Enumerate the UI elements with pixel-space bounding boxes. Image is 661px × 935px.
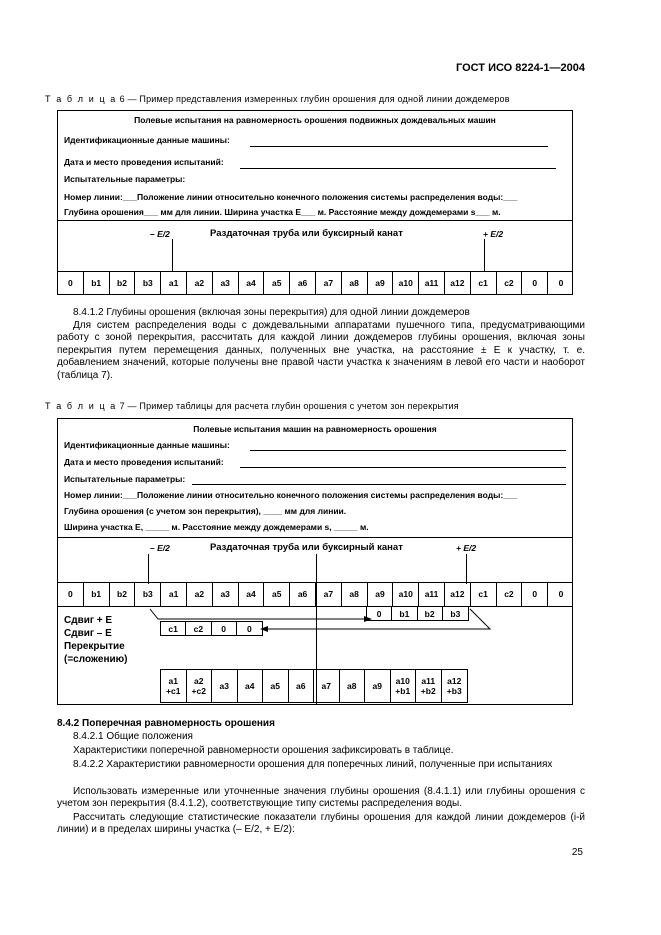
overlap-sum-value: a4	[245, 681, 255, 691]
table6-cell: 0	[558, 278, 564, 288]
table6-left-marker	[172, 239, 173, 272]
table7-cell: a2	[187, 582, 213, 606]
table7-plus-e2: + E/2	[456, 543, 477, 553]
table7-form	[57, 418, 573, 705]
overlap-sum-cell	[365, 670, 391, 702]
table7-cell: 0	[522, 582, 548, 606]
overlap-sum-value: a3	[219, 681, 229, 691]
table6-cell: a3	[213, 271, 239, 295]
table7-right-marker	[466, 554, 467, 584]
page-number: 25	[571, 847, 583, 858]
table6-line-label: Номер линии:___Положение линии относительно конечного положения системы распределения воды:___	[64, 192, 518, 202]
table6-id-line	[250, 146, 548, 147]
table6-cell: a4	[239, 271, 265, 295]
table7-cell: a1	[161, 582, 187, 606]
table7-cell: a11	[419, 582, 445, 606]
table6-caption-text: 6 — Пример представления измеренных глубин орошения для одной линии дождемеров	[116, 94, 510, 104]
table7-cell: a10	[393, 582, 419, 606]
table6-cell: a9	[368, 271, 394, 295]
section-8412-paragraph: Для систем распределения воды с дождевальными аппаратами пушечного типа, предусматривающими работу с зоной перекрытия, рассчитать для каждой линии дождемеров глубины орошения, включая зоны перекрытия путем перемещения данных, полученных вне участка, на расстояние ± E к участку, т. е. добавлением значений, которые получены вне правой части участка к значениям в левой его части и наоборот (таблица 7).	[57, 320, 585, 381]
overlap-sum-cell	[238, 670, 264, 702]
table6-cell: a1	[161, 271, 187, 295]
table6-cell: a11	[419, 271, 445, 295]
table7-cell: a6	[290, 582, 316, 606]
section-8422-heading: 8.4.2.2 Характеристики равномерности орошения для поперечных линий, полученные при испытаниях	[73, 759, 553, 770]
overlap-sum-addend: +b1	[395, 686, 411, 696]
table7-cell: a9	[368, 582, 394, 606]
shift-arrows	[146, 605, 516, 665]
table6-cells-row	[58, 271, 574, 295]
table7-params-line	[192, 484, 566, 485]
table7-cell: b2	[110, 582, 136, 606]
table6-cell: a8	[342, 271, 368, 295]
table6-separator-1	[58, 220, 572, 221]
shift-plus-cell: b3	[450, 608, 461, 619]
table7-cell: a8	[342, 582, 368, 606]
table7-params-label: Испытательные параметры:	[64, 474, 186, 484]
table6-date-line	[240, 168, 556, 169]
table6-depth-label: Глубина орошения___ мм для линии. Ширина участка E___ м. Расстояние между дождемерами s___ м.	[64, 207, 501, 217]
overlap-sum-cell	[212, 670, 238, 702]
overlap-sum-cell	[391, 670, 417, 702]
table6-caption-word: Т а б л и ц а	[45, 94, 117, 104]
table7-caption-text: 7 — Пример таблицы для расчета глубин орошения с учетом зон перекрытия	[116, 401, 459, 411]
overlap-sum-cell	[161, 670, 187, 702]
table6-id-label: Идентификационные данные машины:	[64, 135, 230, 145]
table6-cell: a7	[316, 271, 342, 295]
table7-cell: 0	[558, 589, 564, 599]
overlap-sum-value: a9	[372, 681, 382, 691]
table6-cell: a10	[393, 271, 419, 295]
table6-cell: a12	[445, 271, 471, 295]
arrow-plus-line	[150, 609, 364, 619]
table6-tube-label: Раздаточная труба или буксирный канат	[210, 228, 403, 239]
overlap-label: Перекрытие	[64, 641, 125, 652]
table6-cell: b2	[110, 271, 136, 295]
overlap-sum-value: a1	[168, 676, 178, 686]
overlap-sum-value: a12	[447, 676, 462, 686]
overlap-sum-value: a5	[270, 681, 280, 691]
table7-left-marker	[148, 554, 149, 584]
overlap-sum-value: a6	[296, 681, 306, 691]
standard-number: ГОСТ ИСО 8224-1—2004	[455, 62, 585, 74]
overlap-sum-value: a7	[321, 681, 331, 691]
overlap-sum-cell	[263, 670, 289, 702]
overlap-sum-value: a2	[194, 676, 204, 686]
table6-cell: 0	[58, 271, 84, 295]
table7-cell: 0	[58, 582, 84, 606]
table7-id-label: Идентификационные данные машины:	[64, 440, 230, 450]
table7-tube-label: Раздаточная труба или буксирный канат	[210, 542, 403, 553]
overlap-sum-addend: +c1	[166, 686, 181, 696]
table6-caption	[45, 94, 510, 104]
table7-cell: a7	[316, 582, 342, 606]
section-842-p2: Использовать измеренные или уточненные значения глубины орошения (8.4.1.1) или глубины орошения с учетом зон перекрытия (8.4.1.2), соответствующие типу системы распределения воды.	[57, 786, 585, 810]
table6-minus-e2: – E/2	[150, 229, 170, 239]
shift-plus-cell: b2	[418, 607, 443, 620]
overlap-sum-value: a11	[421, 676, 436, 686]
table6-date-label: Дата и место проведения испытаний:	[64, 157, 224, 167]
overlap-sum-addend: +b2	[420, 686, 436, 696]
table7-title: Полевые испытания машин на равномерность орошения	[193, 424, 437, 434]
table6-cell: b1	[84, 271, 110, 295]
section-8421-heading: 8.4.2.1 Общие положения	[73, 731, 193, 742]
table6-title: Полевые испытания на равномерность орошения подвижных дождевальных машин	[134, 115, 496, 125]
table6-cell: 0	[522, 271, 548, 295]
overlap-sum-cell	[340, 670, 366, 702]
table6-cell: a6	[290, 271, 316, 295]
overlap-sum-value: a8	[347, 681, 357, 691]
table6-plus-e2: + E/2	[483, 229, 504, 239]
table7-cell: a5	[264, 582, 290, 606]
table6-params-label: Испытательные параметры:	[64, 174, 186, 184]
table7-separator-1	[58, 537, 572, 538]
shift-minus-cell: 0	[212, 622, 237, 635]
table6-cell: a2	[187, 271, 213, 295]
table7-cell: b3	[135, 582, 161, 606]
overlap-sum-cell	[289, 670, 315, 702]
overlap-sum-cell	[187, 670, 213, 702]
section-842-p3: Рассчитать следующие статистические показатели глубины орошения для каждой линии дождемеров (i-й линии) и в пределах ширины участка (– E/2, + E/2):	[57, 812, 585, 836]
table7-id-line	[250, 450, 566, 451]
table6-cell: a5	[264, 271, 290, 295]
table7-cell: c1	[471, 582, 497, 606]
table6-cell: c2	[497, 271, 523, 295]
shift-minus-cell: c2	[186, 622, 211, 635]
section-842-heading: 8.4.2 Поперечная равномерность орошения	[57, 718, 275, 729]
table7-cell: b1	[84, 582, 110, 606]
arrow-minus-head	[260, 626, 268, 632]
shift-minus-cell: 0	[247, 623, 252, 634]
overlap-note: (=сложению)	[64, 654, 128, 665]
table6-right-marker	[484, 239, 485, 272]
shift-plus-cell: 0	[367, 607, 392, 620]
table7-cells-row	[58, 582, 574, 606]
table7-date-label: Дата и место проведения испытаний:	[64, 457, 224, 467]
table7-cell: a12	[445, 582, 471, 606]
table7-depth-label: Глубина орошения (с учетом зон перекрытия), ____ мм для линии.	[64, 506, 347, 516]
overlap-sum-cell	[314, 670, 340, 702]
shift-minus-label: Сдвиг – E	[64, 628, 112, 639]
table7-cell: c2	[497, 582, 523, 606]
table7-cell: a4	[239, 582, 265, 606]
table7-caption	[45, 401, 459, 411]
shift-minus-cell: c1	[161, 622, 186, 635]
table6-cell: b3	[135, 271, 161, 295]
overlap-sum-cell	[442, 670, 468, 702]
table7-line-label: Номер линии:___Положение линии относительно конечного положения системы распределения воды:___	[64, 490, 518, 500]
table7-date-line	[240, 467, 566, 468]
overlap-sum-cell	[416, 670, 442, 702]
arrow-plus-head	[364, 616, 372, 622]
table7-caption-word: Т а б л и ц а	[45, 401, 117, 411]
table7-cell: a3	[213, 582, 239, 606]
table7-minus-e2: – E/2	[150, 543, 170, 553]
section-8412-heading: 8.4.1.2 Глубины орошения (включая зоны перекрытия) для одной линии дождемеров	[73, 307, 470, 318]
table6-cell: c1	[471, 271, 497, 295]
overlap-sum-addend: +b3	[446, 686, 462, 696]
table6-form	[57, 110, 573, 295]
overlap-sum-row	[160, 669, 468, 703]
shift-plus-cell: b1	[392, 607, 417, 620]
shift-plus-label: Сдвиг + E	[64, 615, 113, 626]
overlap-sum-addend: +c2	[191, 686, 206, 696]
table7-width-label: Ширина участка E, _____ м. Расстояние между дождемерами s, _____ м.	[64, 522, 369, 532]
section-842-p1: Характеристики поперечной равномерности орошения зафиксировать в таблице.	[73, 745, 454, 756]
overlap-sum-value: a10	[395, 676, 410, 686]
